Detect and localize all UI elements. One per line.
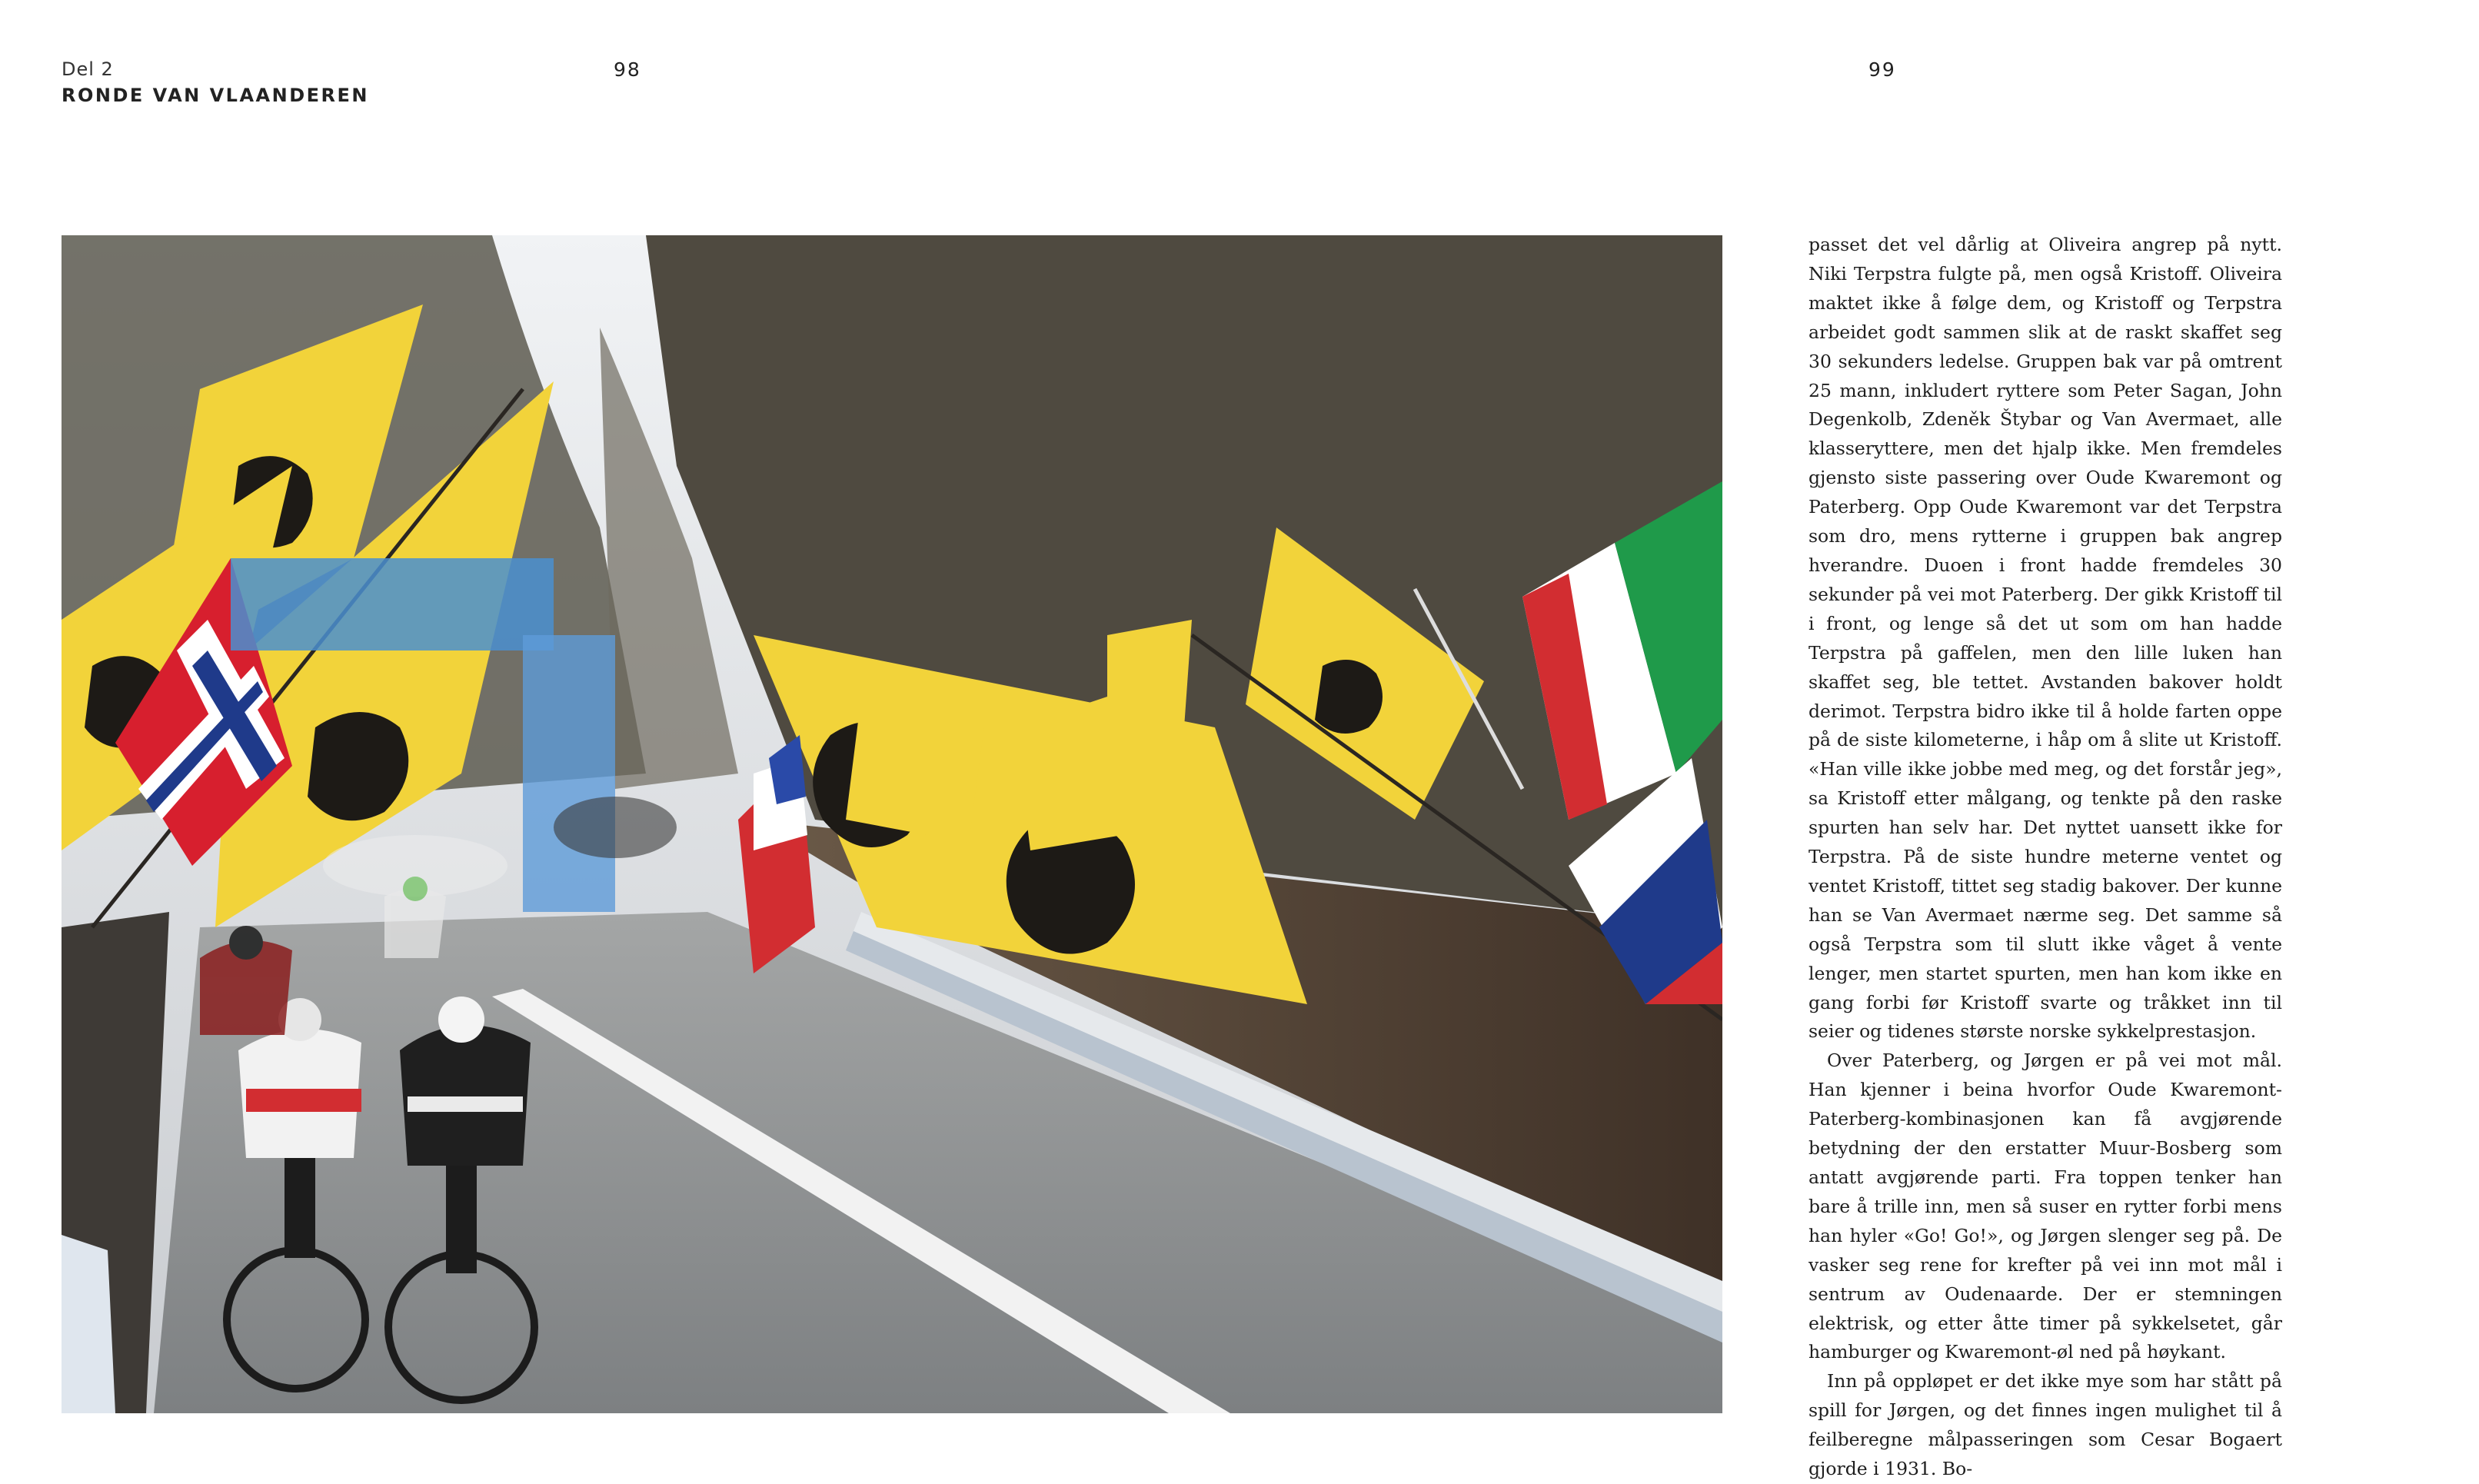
article-body xyxy=(1809,231,2282,1484)
section-label: Del 2 xyxy=(62,58,114,80)
article-paragraph-1: passet det vel dårlig at Oliveira angrep på nytt. Niki Terpstra fulgte på, men også Kristoff. Oliveira maktet ikke å følge dem, og Kristoff og Terpstra arbeidet godt sammen slik at de raskt skaffet seg 30 sekunders ledelse. Gruppen bak var på omtrent 25 mann, inkludert ryttere som Peter Sagan, John Degenkolb, Zdeněk Štybar og Van Avermaet, alle klasseryttere, men det hjalp ikke. Men fremdeles gjensto siste passering over Oude Kwaremont og Paterberg. Opp Oude Kwaremont var det Terpstra som dro, mens rytterne i gruppen bak angrep hverandre. Duoen i front hadde fremdeles 30 sekunder på vei mot Paterberg. Der gikk Kristoff til i front, og lenge så det ut som om han hadde Terpstra på gaffelen, men den lille luken han skaffet seg, ble tettet. Avstanden bakover holdt derimot. Terpstra bidro ikke til å holde farten oppe på de siste kilometerne, i håp om å slite ut Kristoff. «Han ville ikke jobbe med meg, og det forstår jeg», sa Kristoff etter målgang, og tenkte på den raske spurten han selv har. Det nyttet uansett ikke for Terpstra. På de siste hundre meterne ventet og ventet Kristoff, tittet seg stadig bakover. Der kunne han se Van Avermaet nærme seg. Det samme så også Terpstra som til slutt ikke våget å vente lenger, men startet spurten, men han kom ikke en gang forbi før Kristoff svarte og tråkket inn til seier og tidenes største norske sykkelprestasjon. xyxy=(1809,234,2282,1043)
page-number-right: 99 xyxy=(1868,58,1896,81)
article-paragraph-3: Inn på oppløpet er det ikke mye som har stått på spill for Jørgen, og det finnes ingen mulighet til å feilberegne målpasseringen som Cesar Bogaert gjorde i 1931. Bo- xyxy=(1809,1370,2282,1480)
race-finish-photo xyxy=(62,235,1722,1413)
section-title: RONDE VAN VLAANDEREN xyxy=(62,85,369,106)
article-paragraph-2: Over Paterberg, og Jørgen er på vei mot mål. Han kjenner i beina hvorfor Oude Kwaremont-Paterberg-kombinasjonen kan få avgjørende betydning der den erstatter Muur-Bosberg som antatt avgjørende parti. Fra toppen tenker han bare å trille inn, men så suser en rytter forbi mens han hyler «Go! Go!», og Jørgen slenger seg på. De vasker seg rene for krefter på vei inn mot mål i sentrum av Oudenaarde. Der er stemningen elektrisk, og etter åtte timer på sykkelsetet, går hamburger og Kwaremont-øl ned på høykant. xyxy=(1809,1050,2282,1363)
page-number-left: 98 xyxy=(614,58,641,81)
